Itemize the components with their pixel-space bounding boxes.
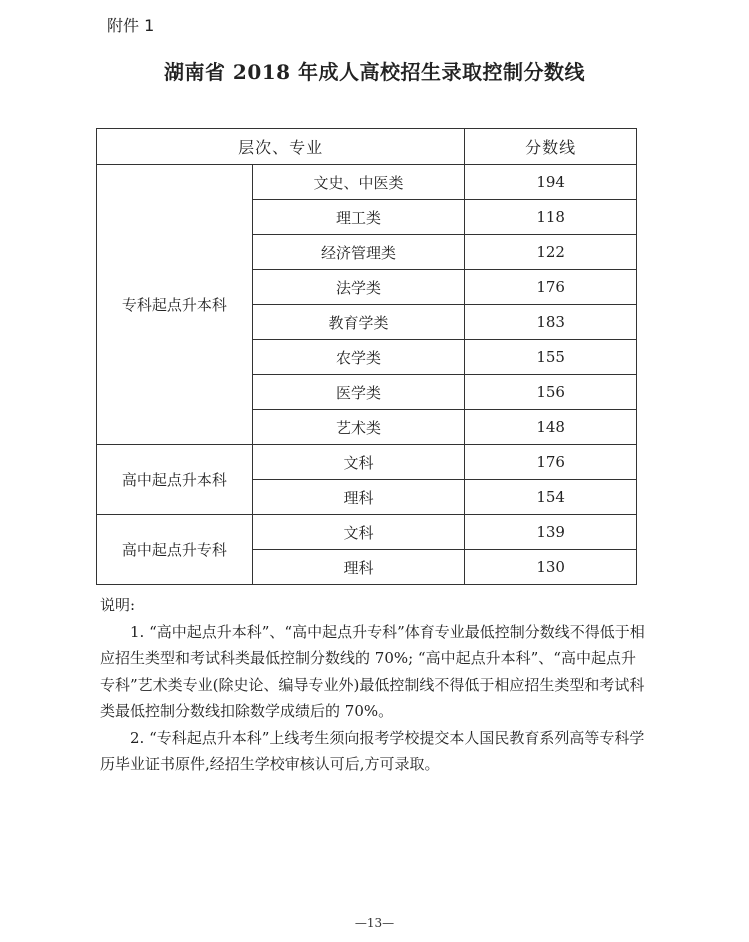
note-item-1: 1. “高中起点升本科”、“高中起点升专科”体育专业最低控制分数线不得低于相应招生类型和考试科类最低控制分数线的 70%; “高中起点升本科”、“高中起点升专科”艺术类专业(除史论、编导专业外)最低控制线不得低于相应招生类型和考试科类最低控制分数线扣除数学成绩后的 70%。: [100, 622, 645, 720]
score-cell: 176: [465, 270, 637, 305]
subject-cell: 农学类: [252, 340, 465, 375]
table-row: [97, 165, 637, 200]
score-cell: 194: [465, 165, 637, 200]
table-row: [97, 515, 637, 550]
subject-cell: 艺术类: [252, 410, 465, 445]
group-label: 专科起点升本科: [97, 165, 253, 445]
table-row: [97, 445, 637, 480]
table-header-row: [97, 129, 637, 165]
score-cell: 154: [465, 480, 637, 515]
score-cell: 176: [465, 445, 637, 480]
subject-cell: 文史、中医类: [252, 165, 465, 200]
notes-heading: 说明:: [100, 596, 136, 614]
group-label: 高中起点升本科: [97, 445, 253, 515]
notes-section: [100, 592, 646, 778]
score-cell: 118: [465, 200, 637, 235]
page-title: 湖南省 2018 年成人高校招生录取控制分数线: [163, 60, 586, 84]
score-cell: 148: [465, 410, 637, 445]
score-cell: 130: [465, 550, 637, 585]
subject-cell: 理科: [252, 550, 465, 585]
score-table: [96, 128, 637, 585]
score-cell: 183: [465, 305, 637, 340]
note-item-2: 2. “专科起点升本科”上线考生须向报考学校提交本人国民教育系列高等专科学历毕业证书原件,经招生学校审核认可后,方可录取。: [100, 728, 645, 773]
header-category: 层次、专业: [97, 129, 465, 165]
subject-cell: 法学类: [252, 270, 465, 305]
subject-cell: 医学类: [252, 375, 465, 410]
score-cell: 155: [465, 340, 637, 375]
subject-cell: 理科: [252, 480, 465, 515]
group-label: 高中起点升专科: [97, 515, 253, 585]
attachment-label: 附件 1: [107, 16, 155, 35]
score-cell: 139: [465, 515, 637, 550]
header-score: 分数线: [465, 129, 637, 165]
subject-cell: 理工类: [252, 200, 465, 235]
score-cell: 156: [465, 375, 637, 410]
score-cell: 122: [465, 235, 637, 270]
subject-cell: 教育学类: [252, 305, 465, 340]
page-number: —13—: [354, 916, 395, 930]
subject-cell: 文科: [252, 445, 465, 480]
subject-cell: 经济管理类: [252, 235, 465, 270]
subject-cell: 文科: [252, 515, 465, 550]
